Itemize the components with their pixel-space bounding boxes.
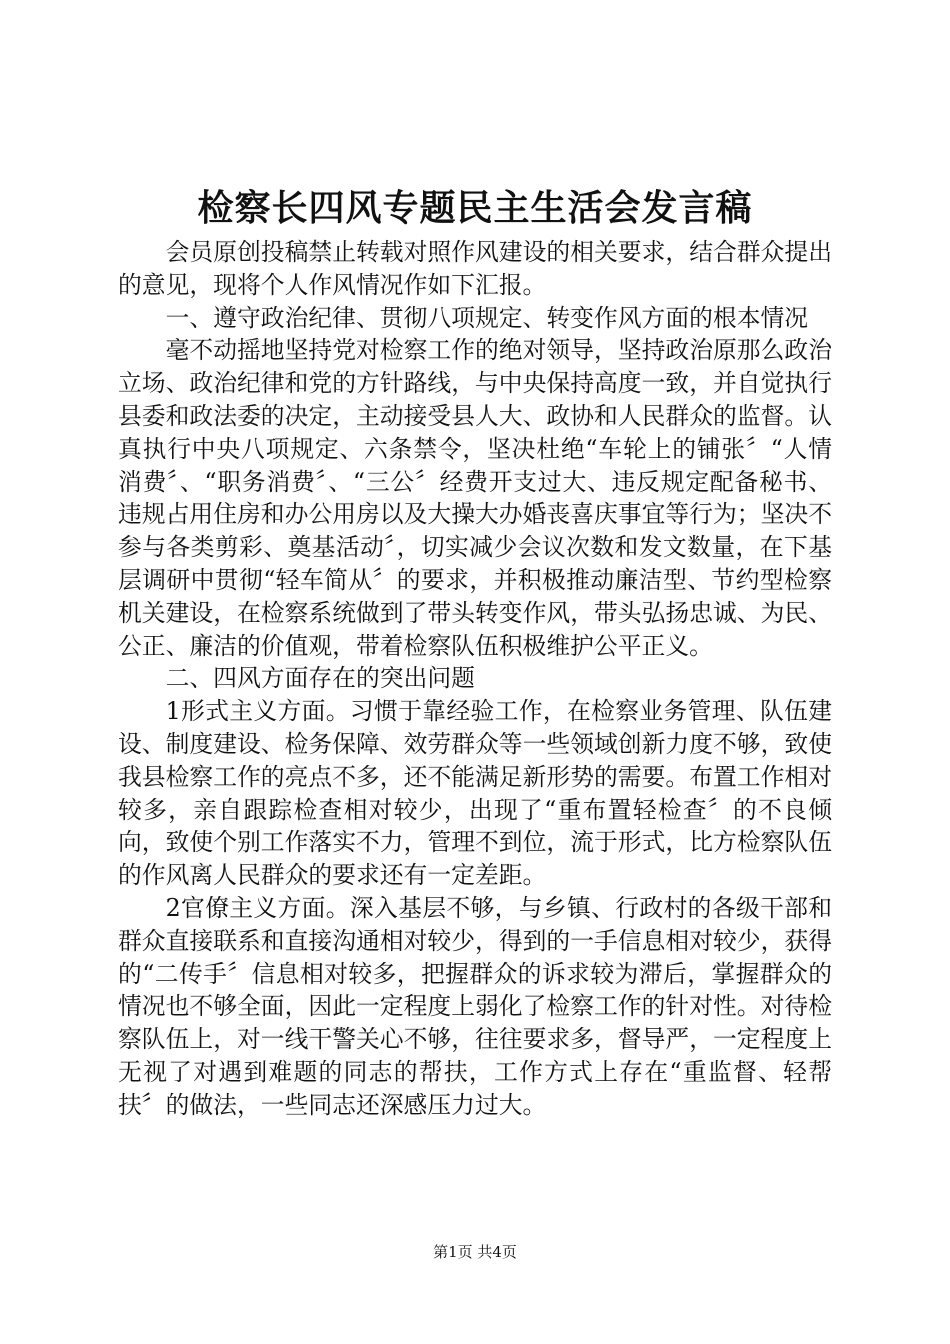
section-heading-2: 二、四风方面存在的突出问题 xyxy=(165,664,475,693)
paragraph-formalism: 1形式主义方面。习惯于靠经验工作，在检察业务管理、队伍建设、制度建设、检务保障、效劳群众等一些领域创新力度不够，致使我县检察工作的亮点不多，还不能满足新形势的需要。布置工作相对较多，亲自跟踪检查相对较少，出现了“重布置轻检查〞的不良倾向，致使个别工作落实不力，管理不到位，流于形式，比方检察队伍的作风离人民群众的要求还有一定差距。 xyxy=(118,697,832,890)
paragraph-intro: 会员原创投稿禁止转载对照作风建设的相关要求，结合群众提出的意见，现将个人作风情况作如下汇报。 xyxy=(118,238,832,299)
section-heading-1: 一、遵守政治纪律、贯彻八项规定、转变作风方面的根本情况 xyxy=(165,303,809,332)
paragraph-bureaucratism: 2官僚主义方面。深入基层不够，与乡镇、行政村的各级干部和群众直接联系和直接沟通相对较少，得到的一手信息相对较少，获得的“二传手〞信息相对较多，把握群众的诉求较为滞后，掌握群众的情况也不够全面，因此一定程度上弱化了检察工作的针对性。对待检察队伍上，对一线干警关心不够，往往要求多，督导严，一定程度上无视了对遇到难题的同志的帮扶，工作方式上存在“重监督、轻帮扶〞的做法，一些同志还深感压力过大。 xyxy=(118,893,832,1119)
document-title: 检察长四风专题民主生活会发言稿 xyxy=(197,187,753,229)
paragraph-section-1: 毫不动摇地坚持党对检察工作的绝对领导，坚持政治原那么政治立场、政治纪律和党的方针路线，与中央保持高度一致，并自觉执行县委和政法委的决定，主动接受县人大、政协和人民群众的监督。认真执行中央八项规定、六条禁令，坚决杜绝“车轮上的铺张〞“人情消费〞、“职务消费〞、“三公〞经费开支过大、违反规定配备秘书、违规占用住房和办公用房以及大操大办婚丧喜庆事宜等行为；坚决不参与各类剪彩、奠基活动〞，切实减少会议次数和发文数量，在下基层调研中贯彻“轻车简从〞的要求，并积极推动廉洁型、节约型检察机关建设，在检察系统做到了带头转变作风，带头弘扬忠诚、为民、公正、廉洁的价值观，带着检察队伍积极维护公平正义。 xyxy=(118,336,832,660)
document-body xyxy=(118,236,832,1122)
page-footer: 第1页 共4页 xyxy=(433,1243,517,1261)
